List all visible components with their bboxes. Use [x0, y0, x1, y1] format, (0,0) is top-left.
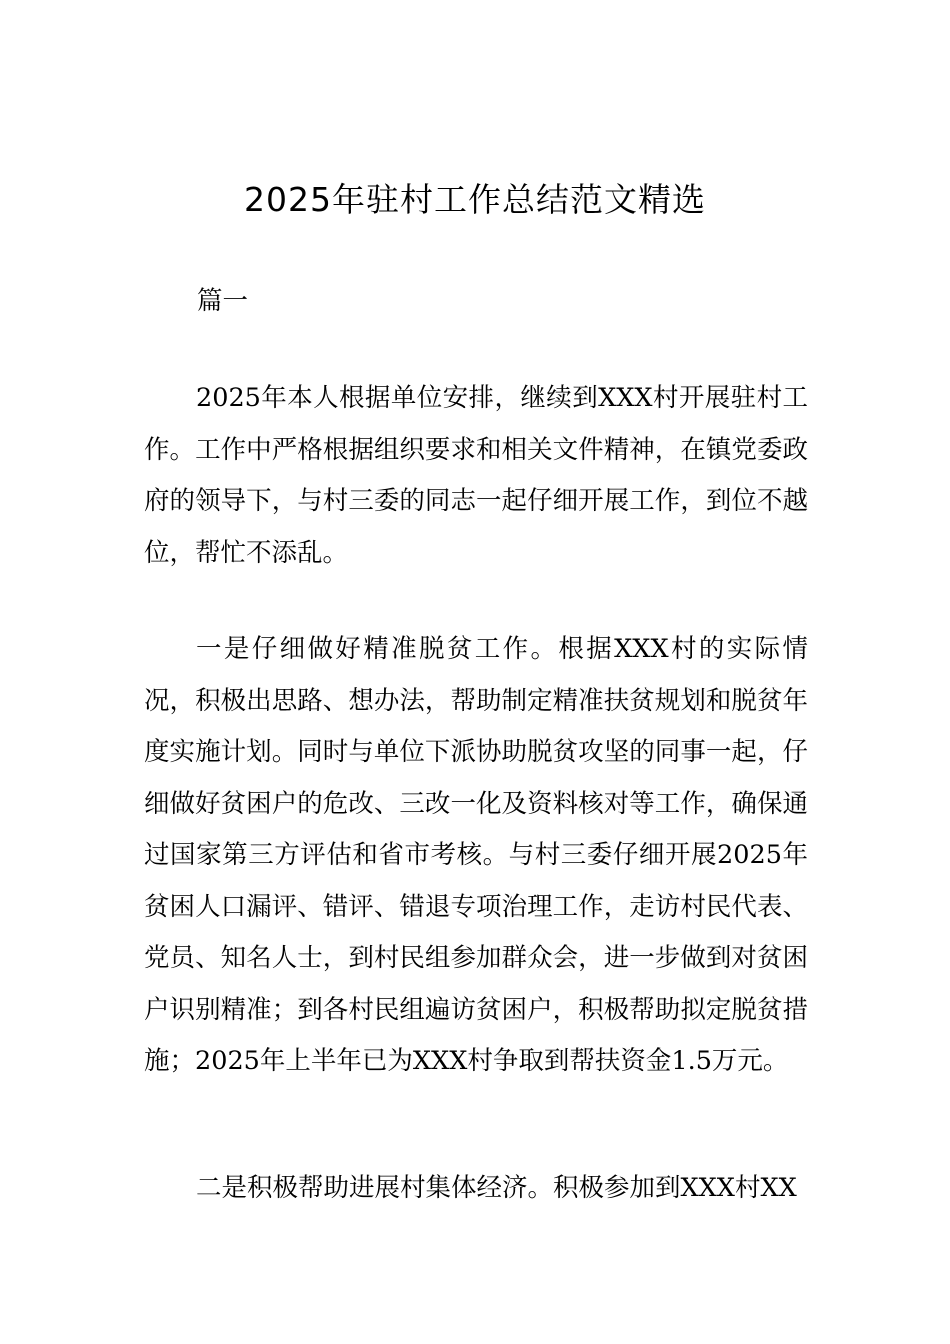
- paragraph-1: 2025年本人根据单位安排，继续到XXX村开展驻村工作。工作中严格根据组织要求和相关文件精神，在镇党委政府的领导下，与村三委的同志一起仔细开展工作，到位不越位，帮忙不添乱。: [144, 383, 808, 568]
- paragraph-3: 二是积极帮助进展村集体经济。积极参加到XXX村XX: [196, 1173, 797, 1203]
- document-title: 2025年驻村工作总结范文精选: [244, 180, 706, 219]
- section-label: 篇一: [197, 286, 249, 316]
- paragraph-2: 一是仔细做好精准脱贫工作。根据XXX村的实际情况，积极出思路、想办法，帮助制定精准扶贫规划和脱贫年度实施计划。同时与单位下派协助脱贫攻坚的同事一起，仔细做好贫困户的危改、三改一化及资料核对等工作，确保通过国家第三方评估和省市考核。与村三委仔细开展2025年贫困人口漏评、错评、错退专项治理工作，走访村民代表、党员、知名人士，到村民组参加群众会，进一步做到对贫困户识别精准；到各村民组遍访贫困户，积极帮助拟定脱贫措施；2025年上半年已为XXX村争取到帮扶资金1.5万元。: [144, 634, 808, 1076]
